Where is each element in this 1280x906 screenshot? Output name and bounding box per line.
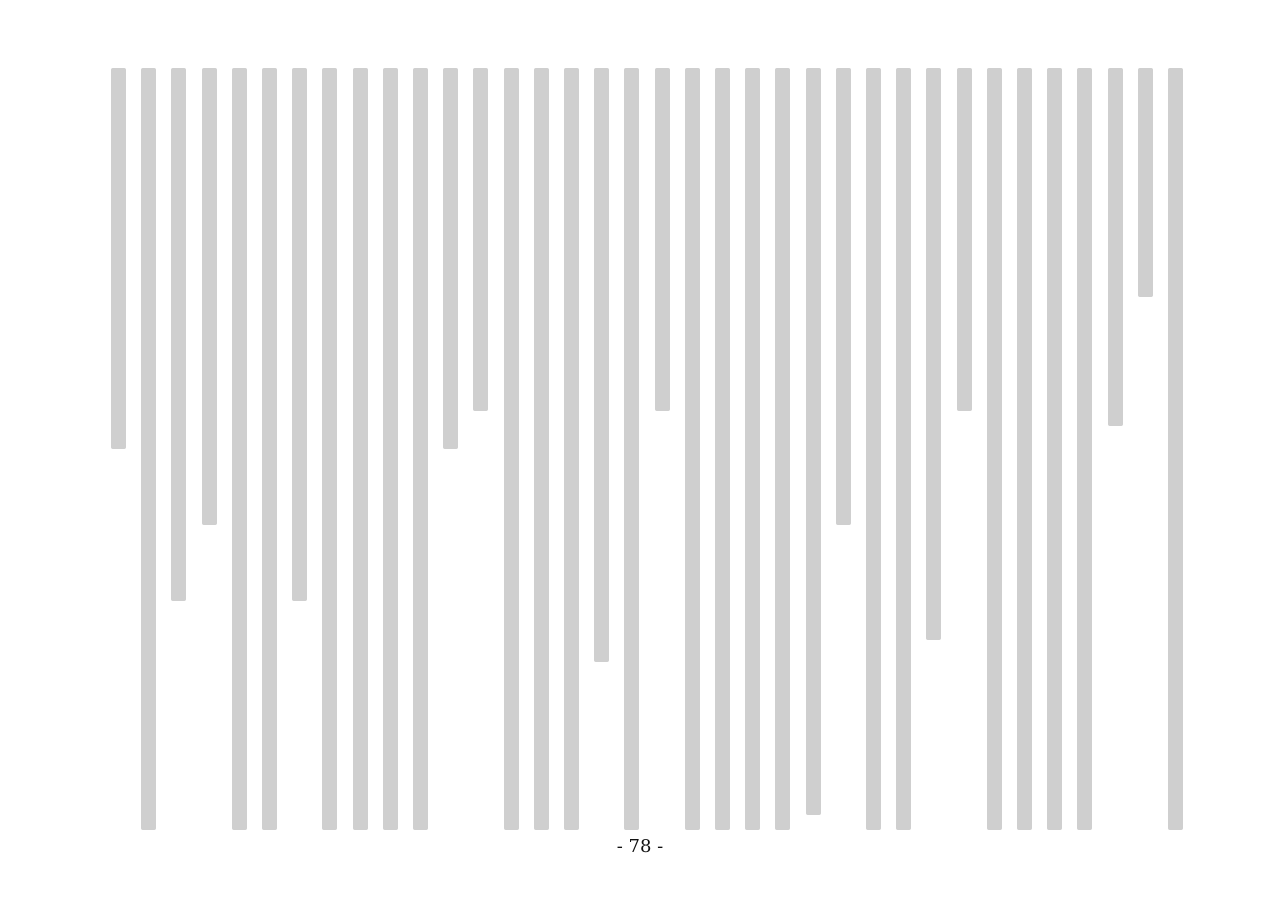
text-column bbox=[624, 68, 639, 830]
text-column bbox=[745, 68, 760, 830]
text-column bbox=[926, 68, 941, 640]
text-column bbox=[322, 68, 337, 830]
text-column bbox=[987, 68, 1002, 830]
text-column bbox=[473, 68, 488, 411]
text-column bbox=[1168, 68, 1183, 830]
text-column bbox=[504, 68, 519, 830]
text-column bbox=[353, 68, 368, 830]
text-column bbox=[655, 68, 670, 411]
text-column bbox=[111, 68, 126, 449]
text-column bbox=[383, 68, 398, 830]
text-column bbox=[1047, 68, 1062, 830]
text-column bbox=[171, 68, 186, 601]
text-column bbox=[443, 68, 458, 449]
text-column bbox=[564, 68, 579, 830]
text-column bbox=[957, 68, 972, 411]
text-column bbox=[141, 68, 156, 830]
text-column bbox=[262, 68, 277, 830]
text-column bbox=[715, 68, 730, 830]
text-column bbox=[1017, 68, 1032, 830]
text-column bbox=[202, 68, 217, 525]
text-column bbox=[413, 68, 428, 830]
text-column bbox=[775, 68, 790, 830]
text-column bbox=[232, 68, 247, 830]
text-column bbox=[685, 68, 700, 830]
text-column bbox=[1138, 68, 1153, 297]
text-column bbox=[836, 68, 851, 525]
text-column bbox=[594, 68, 609, 662]
page-number: - 78 - bbox=[616, 836, 664, 857]
text-column bbox=[1108, 68, 1123, 426]
text-column bbox=[534, 68, 549, 830]
text-column bbox=[292, 68, 307, 601]
text-column bbox=[866, 68, 881, 830]
text-column bbox=[896, 68, 911, 830]
text-column bbox=[1077, 68, 1092, 830]
text-column bbox=[806, 68, 821, 815]
